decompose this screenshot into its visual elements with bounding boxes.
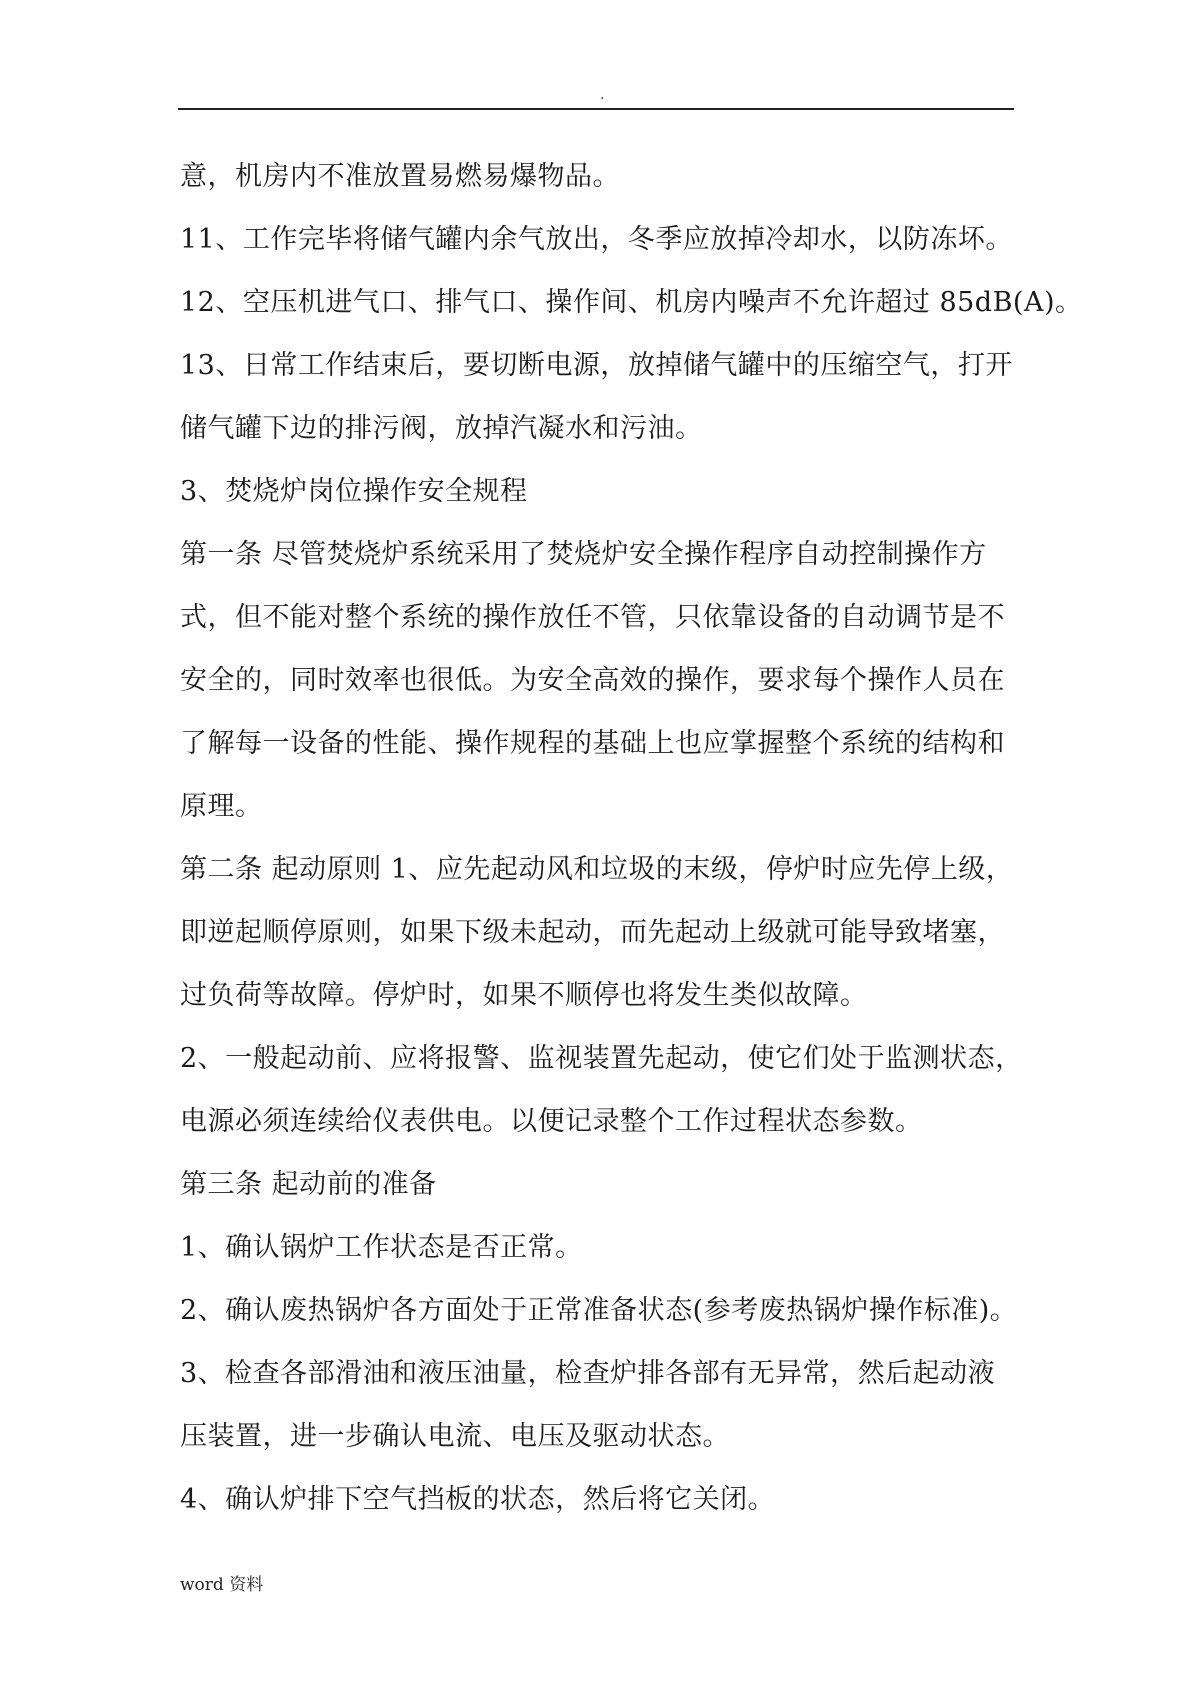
text-line: 了解每一设备的性能、操作规程的基础上也应掌握整个系统的结构和 [180, 728, 1005, 759]
text-line: 原理。 [180, 791, 263, 822]
text-line: 第一条 尽管焚烧炉系统采用了焚烧炉安全操作程序自动控制操作方 [180, 539, 987, 570]
text-line: 安全的，同时效率也很低。为安全高效的操作，要求每个操作人员在 [180, 665, 1005, 696]
header-rule [178, 108, 1014, 110]
text-line: 即逆起顺停原则，如果下级未起动，而先起动上级就可能导致堵塞， [180, 917, 1005, 948]
header-mark: . [600, 87, 605, 103]
text-line: 2、一般起动前、应将报警、监视装置先起动，使它们处于监测状态， [180, 1043, 1023, 1074]
text-line: 储气罐下边的排污阀，放掉汽凝水和污油。 [180, 413, 703, 444]
text-line: 第二条 起动原则 1、应先起动风和垃圾的末级，停炉时应先停上级， [180, 854, 1014, 885]
text-line: 压装置，进一步确认电流、电压及驱动状态。 [180, 1421, 730, 1452]
text-line: 11、工作完毕将储气罐内余气放出，冬季应放掉冷却水，以防冻坏。 [180, 224, 1013, 255]
document-body [180, 145, 1083, 1531]
section-heading: 3、焚烧炉岗位操作安全规程 [180, 476, 528, 507]
text-line: 2、确认废热锅炉各方面处于正常准备状态(参考废热锅炉操作标准)。 [180, 1295, 1018, 1326]
text-line: 电源必须连续给仪表供电。以便记录整个工作过程状态参数。 [180, 1106, 923, 1137]
text-line: 过负荷等故障。停炉时，如果不顺停也将发生类似故障。 [180, 980, 868, 1011]
text-line: 式，但不能对整个系统的操作放任不管，只依靠设备的自动调节是不 [180, 602, 1005, 633]
text-line: 第三条 起动前的准备 [180, 1169, 437, 1200]
text-line: 4、确认炉排下空气挡板的状态，然后将它关闭。 [180, 1484, 776, 1515]
text-line: 1、确认锅炉工作状态是否正常。 [180, 1232, 583, 1263]
text-line: 3、检查各部滑油和液压油量，检查炉排各部有无异常，然后起动液 [180, 1358, 996, 1389]
text-line: 13、日常工作结束后，要切断电源，放掉储气罐中的压缩空气，打开 [180, 350, 1013, 381]
text-line: 意，机房内不准放置易燃易爆物品。 [180, 161, 620, 192]
page-footer: word 资料 [180, 1575, 264, 1595]
text-line: 12、空压机进气口、排气口、操作间、机房内噪声不允许超过 85dB(A)。 [180, 287, 1083, 318]
